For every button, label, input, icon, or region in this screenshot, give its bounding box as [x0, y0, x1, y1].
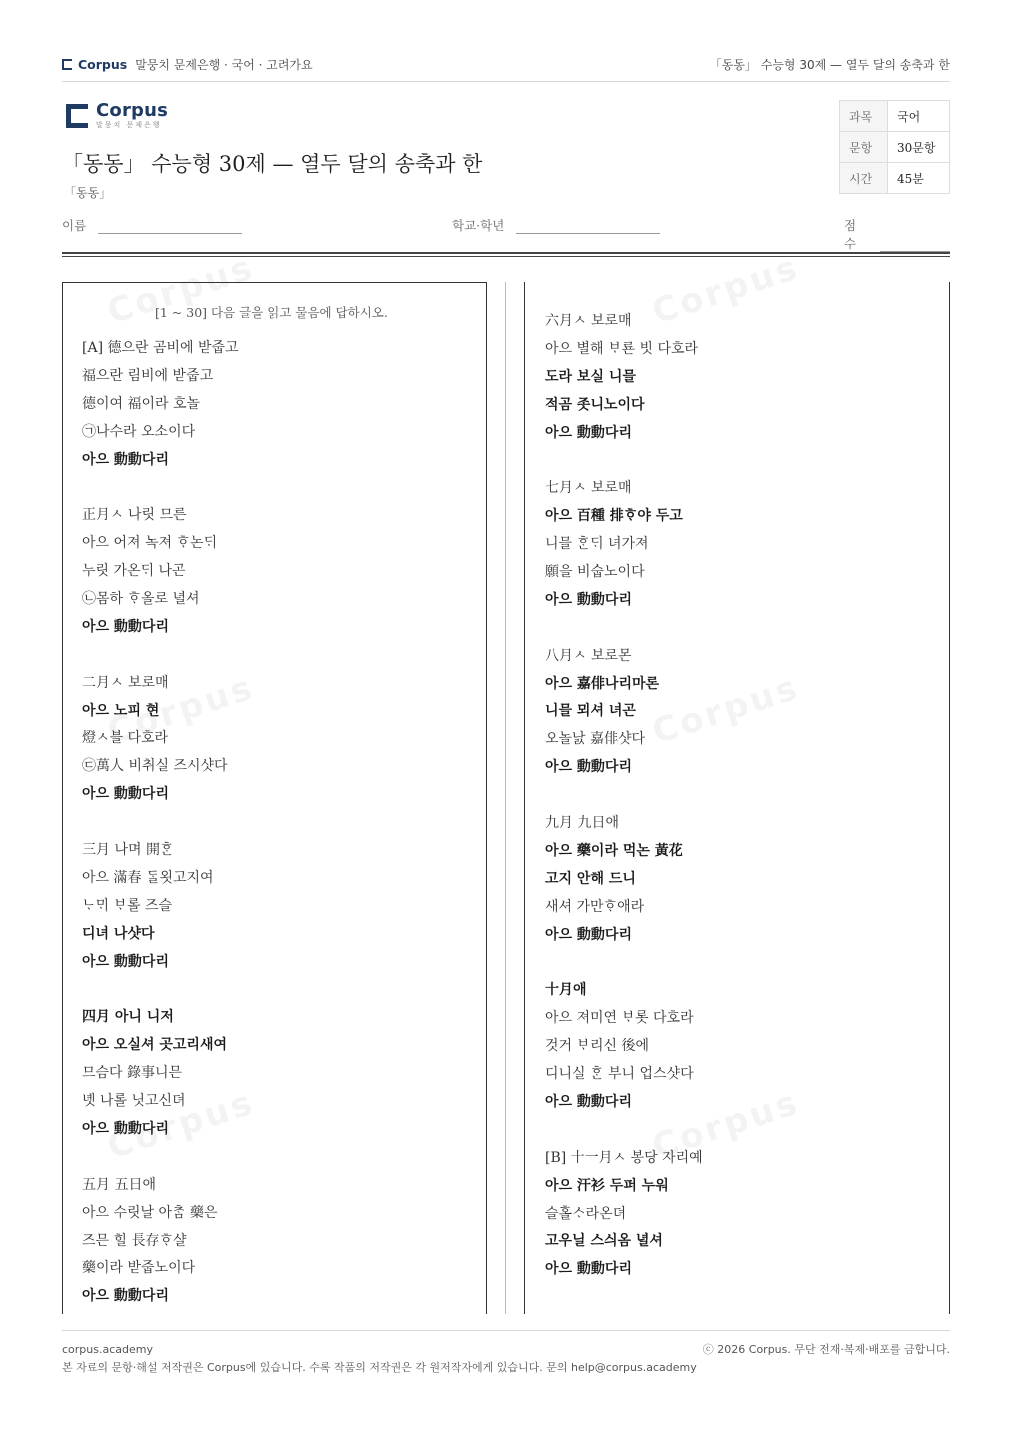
poem-line: [B] 十一月ㅅ 봉당 자리예: [545, 1149, 703, 1166]
poem-line: 아으 수릿날 아ᄎᆞᆷ 藥은: [82, 1204, 218, 1221]
poem-line: 누릿 가온ᄃᆡ 나곤: [82, 563, 186, 580]
poem-line: 적곰 좃니노이다: [545, 396, 645, 413]
poem-line: 즈믄 힐 長存ᄒᆞ샬: [82, 1232, 187, 1249]
stanza-gap: [82, 474, 482, 502]
poem-line: 고우닐 스싀옴 녈셔: [545, 1233, 663, 1250]
poem-line: 아으 動動다리: [82, 618, 169, 635]
passage-box: [62, 282, 487, 1314]
stanza-gap: [545, 1117, 945, 1145]
poem-line: 슬홀ᄉᆞ라온뎌: [545, 1205, 627, 1222]
poem-line: 十月애: [545, 982, 587, 999]
corpus-logo-icon: [66, 104, 88, 128]
poem-line: 아으 별해 ᄇᆞ룐 빗 다호라: [545, 340, 699, 357]
top-doc-title: 「동동」 수능형 30제 — 열두 달의 송축과 한: [709, 58, 950, 72]
stanza-gap: [82, 976, 482, 1004]
top-brand: [62, 56, 313, 73]
poem-line: 四月 아니 니저: [82, 1009, 174, 1026]
stanza-gap: [82, 809, 482, 837]
page-subtitle: 「동동」: [64, 186, 112, 200]
poem-line: 三月 나며 開ᄒᆞᆫ: [82, 842, 174, 859]
footer-notice: 본 자료의 문항·해설 저작권은 Corpus에 있습니다. 수록 작품의 저작권은 각 원저작자에게 있습니다. 문의 help@corpus.academy: [62, 1361, 697, 1374]
poem-line: 아으 動動다리: [545, 1261, 632, 1278]
logo-name: Corpus: [96, 100, 169, 121]
poem-line: 녯 나롤 닛고신뎌: [82, 1093, 186, 1110]
poem-line: 아으 動動다리: [82, 1120, 169, 1137]
poem-line: 二月ㅅ 보로매: [82, 674, 169, 691]
stanza-gap: [545, 615, 945, 643]
meta-value: 45분: [888, 163, 950, 194]
poem-left: [82, 335, 482, 1311]
name-label: 이름: [62, 218, 87, 233]
stanza-gap: [82, 1144, 482, 1172]
poem-line: 니믈 ᄒᆞᆫᄃᆡ 녀가져: [545, 536, 649, 553]
poem-line: 六月ㅅ 보로매: [545, 313, 632, 329]
logo-tagline: 말뭉치 문제은행: [96, 121, 162, 129]
poem-line: 아으 藥이라 먹논 黃花: [545, 842, 683, 859]
poem-line: 願을 비숩노이다: [545, 564, 645, 581]
student-fields: [62, 216, 950, 251]
top-bar: [62, 56, 950, 82]
school-field[interactable]: [452, 216, 660, 234]
instruction: [1 ~ 30] 다음 글을 읽고 물음에 답하시오.: [155, 305, 388, 320]
poem-line: 德이여 福이라 호놀: [82, 395, 201, 412]
poem-line: 七月ㅅ 보로매: [545, 480, 632, 497]
poem-line: 藥이라 받줍노이다: [82, 1260, 196, 1277]
poem-line: 아으 滿春 ᄃᆞᆯ욋고지여: [82, 869, 214, 886]
stanza-gap: [545, 782, 945, 810]
meta-key: 시간: [840, 163, 888, 194]
meta-row: [840, 101, 950, 132]
footer: [62, 1330, 950, 1377]
school-label: 학교·학년: [452, 218, 505, 233]
poem-line: 아으 動動다리: [545, 424, 632, 441]
poem-line: 아으 動動다리: [82, 953, 169, 970]
school-input-line[interactable]: [516, 216, 660, 234]
poem-line: 八月ㅅ 보로몬: [545, 647, 632, 664]
poem-line: 아으 오실셔 곳고리새여: [82, 1037, 227, 1054]
header-rule: [62, 252, 950, 254]
stanza-gap: [545, 949, 945, 977]
meta-key: 과목: [840, 101, 888, 132]
poem-line: 아으 노피 현: [82, 702, 160, 719]
poem-line: ㉡몸하 ᄒᆞ올로 녈셔: [82, 591, 200, 608]
poem-line: 아으 動動다리: [545, 926, 632, 943]
poem-line: ㉠나수라 오소이다: [82, 423, 196, 440]
stanza-gap: [545, 447, 945, 475]
poem-line: 오놀낤 嘉俳샷다: [545, 731, 646, 748]
poem-line: 도라 보실 니믈: [545, 368, 636, 385]
poem-line: ᄂᆞᄆᆡ ᄇᆞ롤 즈슬: [82, 897, 173, 914]
poem-line: 아으 動動다리: [82, 1288, 169, 1305]
top-brand-name: Corpus: [78, 57, 128, 72]
corpus-logo: [66, 100, 168, 130]
column-divider: [505, 282, 506, 1314]
footer-site: corpus.academy: [62, 1343, 153, 1356]
poem-line: 니믈 뫼셔 녀곤: [545, 703, 636, 720]
stanza-gap: [82, 642, 482, 670]
poem-line: 아으 嘉俳나리마론: [545, 675, 660, 692]
page-title: 「동동」 수능형 30제 — 열두 달의 송축과 한: [62, 152, 483, 176]
meta-value: 30문항: [888, 132, 950, 163]
poem-right: [545, 308, 945, 1284]
poem-line: 디니실 ᄒᆞᆫ 부니 업스샷다: [545, 1066, 694, 1083]
poem-line: 아으 져미연 ᄇᆞ롯 다호라: [545, 1010, 694, 1027]
meta-key: 문항: [840, 132, 888, 163]
passage-right-column: [524, 282, 950, 1314]
poem-line: ㉢萬人 비취실 즈시샷다: [82, 758, 228, 775]
score-label: 점수: [844, 218, 857, 251]
top-breadcrumb: 말뭉치 문제은행 · 국어 · 고려가요: [135, 58, 313, 72]
poem-line: 아으 動動다리: [82, 451, 169, 468]
poem-line: 正月ㅅ 나릿 므른: [82, 507, 187, 524]
poem-line: [A] 德으란 곰비에 받줍고: [82, 340, 239, 356]
worksheet-header: [62, 98, 950, 251]
poem-line: 五月 五日애: [82, 1176, 156, 1193]
header-rule-thin: [62, 256, 950, 257]
score-field[interactable]: [844, 216, 950, 252]
poem-line: 九月 九日애: [545, 815, 619, 832]
meta-value: 국어: [888, 101, 950, 132]
poem-line: 燈ㅅ블 다호라: [82, 730, 169, 747]
poem-line: 아으 動動다리: [82, 786, 169, 803]
poem-line: 福으란 림비에 받줍고: [82, 367, 214, 384]
poem-line: 아으 汗衫 두퍼 누워: [545, 1177, 669, 1194]
poem-line: 것거 ᄇᆞ리신 後에: [545, 1038, 650, 1055]
poem-line: 아으 百種 排ᄒᆞ야 두고: [545, 508, 683, 525]
poem-line: 아으 어져 녹져 ᄒᆞ논ᄃᆡ: [82, 535, 218, 552]
name-input-line[interactable]: [98, 216, 242, 234]
meta-row: [840, 132, 950, 163]
footer-copyright: ⓒ 2026 Corpus. 무단 전재·복제·배포를 금합니다.: [702, 1343, 950, 1356]
poem-line: 고지 안해 드니: [545, 870, 636, 887]
score-input-line[interactable]: [880, 234, 950, 252]
corpus-logo-icon: [62, 59, 72, 70]
poem-line: 아으 動動다리: [545, 591, 632, 608]
poem-line: 아으 動動다리: [545, 759, 632, 776]
poem-line: 므슴다 錄事니믄: [82, 1065, 183, 1082]
poem-line: 새셔 가만ᄒᆞ애라: [545, 898, 645, 915]
poem-line: 아으 動動다리: [545, 1093, 632, 1110]
name-field[interactable]: [62, 216, 242, 234]
meta-row: [840, 163, 950, 194]
meta-table: [839, 100, 950, 194]
poem-line: 디녀 나샷다: [82, 925, 155, 942]
